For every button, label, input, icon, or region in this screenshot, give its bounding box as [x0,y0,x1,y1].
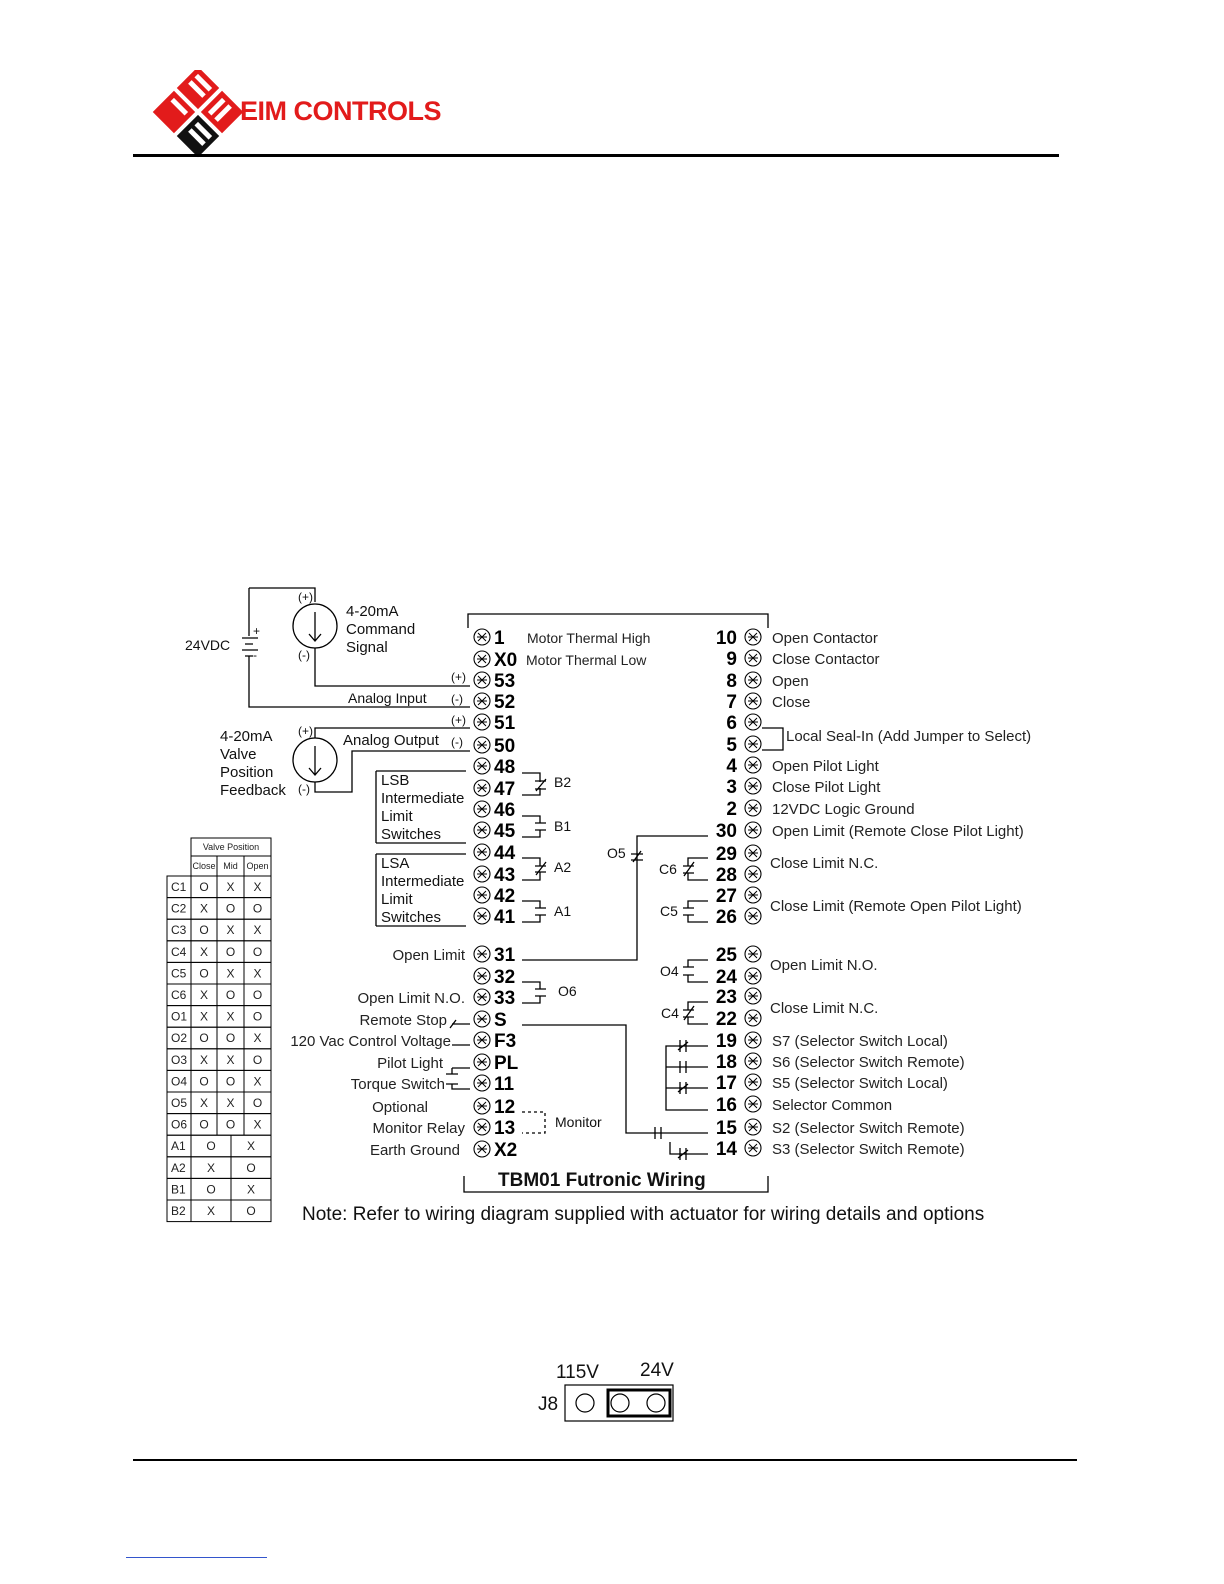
valve-table-col-close: Close [192,861,216,871]
terminal-screw-icon [745,757,761,773]
command-signal-line-2: Command [346,621,416,638]
terminal-screw-icon [745,1140,761,1156]
terminal-number-9: 9 [726,649,737,670]
terminal-desc: Close Limit N.C. [770,855,879,872]
pin-1 [576,1394,594,1412]
table-cell: X [226,966,235,981]
terminal-screw-icon [745,946,761,962]
terminal-number-X2: X2 [494,1140,518,1161]
terminal-desc: Close Pilot Light [772,779,881,796]
terminal-number-46: 46 [494,800,516,821]
terminal-screw-icon [474,1098,490,1114]
contact-c4: C4 [661,1005,679,1021]
term51-plus: (+) [451,713,466,727]
table-cell: X [206,1160,216,1175]
table-cell: X [253,880,262,894]
table-cell: X [226,1009,235,1024]
table-cell: O [252,1009,263,1024]
term52-minus: (-) [451,692,463,706]
terminal-number-23: 23 [715,987,737,1008]
terminal-screw-icon [474,946,490,962]
terminal-number-S: S [494,1010,507,1031]
lsa-line-2: Intermediate [381,873,465,890]
terminal-number-27: 27 [715,886,737,907]
terminal-screw-icon [474,1119,490,1135]
terminal-screw-icon [474,651,490,667]
terminal-screw-icon [474,1011,490,1027]
table-row-id: C6 [171,988,187,1002]
table-cell: O [225,988,236,1002]
table-row-id: O2 [171,1031,188,1046]
terminal-number-31: 31 [494,945,516,966]
terminal-screw-icon [745,845,761,861]
terminal-screw-icon [474,1141,490,1157]
terminal-number-48: 48 [494,757,516,778]
valve-table-col-mid: Mid [223,861,238,871]
terminal-number-F3: F3 [494,1031,517,1052]
table-cell: O [225,944,236,959]
terminal-desc: Earth Ground [369,1142,460,1159]
supply-minus: - [253,648,257,662]
terminal-screw-icon [745,693,761,709]
terminal-number-32: 32 [494,967,516,988]
term53-plus: (+) [451,670,466,684]
table-row-id: C1 [171,880,187,894]
terminal-desc: Torque Switch [350,1076,445,1093]
table-cell: O [199,1074,209,1089]
terminal-number-18: 18 [715,1052,737,1073]
table-row-id: O6 [171,1117,188,1132]
table-cell: O [199,923,209,938]
terminal-desc: Selector Common [772,1097,893,1114]
terminal-desc: Open Limit N.O. [357,990,465,1007]
terminal-desc: Close Contactor [772,651,880,668]
contact-o6: O6 [558,983,577,999]
terminal-desc: Motor Thermal Low [526,652,647,668]
terminal-screw-icon [474,866,490,882]
table-row-id: B2 [171,1204,186,1218]
table-cell: X [199,1052,209,1067]
terminal-number-X0: X0 [494,650,518,671]
diagram-title: TBM01 Futronic Wiring [498,1170,706,1191]
terminal-desc: Close Limit (Remote Open Pilot Light) [770,898,1022,915]
terminal-screw-icon [474,672,490,688]
terminal-desc: Close Limit N.C. [770,1000,879,1017]
table-cell: O [225,1031,236,1046]
table-row-id: O1 [171,1009,188,1024]
terminal-desc: Optional [372,1099,428,1116]
table-row-id: O4 [171,1074,188,1089]
lsb-line-1: LSB [381,772,410,789]
terminal-screw-icon [745,1010,761,1026]
terminal-number-15: 15 [715,1118,737,1139]
feedback-line-1: 4-20mA [220,728,273,745]
terminal-screw-icon [745,866,761,882]
analog-output-label: Analog Output [343,732,439,749]
table-row-id: B1 [171,1182,186,1197]
terminal-screw-icon [474,1054,490,1070]
terminal-number-19: 19 [715,1031,737,1052]
table-row-id: C5 [171,966,187,981]
table-cell: O [199,880,209,894]
lsb-line-3: Limit [381,808,413,825]
terminal-desc: Motor Thermal High [527,630,651,646]
terminal-number-16: 16 [715,1095,737,1116]
terminal-number-43: 43 [494,865,516,886]
terminal-desc: Open Contactor [772,630,878,647]
monitor-label: Monitor [555,1114,602,1130]
table-cell: X [199,901,209,916]
terminal-desc: S7 (Selector Switch Local) [772,1033,948,1050]
terminal-desc: Open Limit (Remote Close Pilot Light) [772,823,1024,840]
pin-2 [611,1394,629,1412]
table-cell: O [199,1117,209,1132]
terminal-number-12: 12 [494,1097,516,1118]
jumper-j8 [530,1360,690,1430]
terminal-number-PL: PL [494,1053,519,1074]
terminal-screw-icon [474,693,490,709]
terminal-number-25: 25 [715,945,737,966]
terminal-desc: 120 Vac Control Voltage [290,1033,451,1050]
terminal-number-26: 26 [715,907,737,928]
terminal-screw-icon [474,801,490,817]
terminal-number-52: 52 [494,692,516,713]
table-cell: O [246,1160,256,1175]
jumper-opt-115v: 115V [556,1362,599,1383]
table-cell: X [253,966,262,981]
table-row-id: C2 [171,901,187,916]
feedback-line-3: Position [220,764,274,781]
table-row-id: O5 [171,1096,188,1110]
terminal-number-42: 42 [494,886,516,907]
terminal-number-4: 4 [726,756,737,777]
terminal-desc: Open Pilot Light [772,758,879,775]
table-cell: X [226,923,235,938]
terminal-screw-icon [745,822,761,838]
table-row-id: A1 [171,1139,186,1154]
command-signal-line-3: Signal [346,639,388,656]
terminal-screw-icon [745,1032,761,1048]
terminal-desc: Pilot Light [377,1055,443,1072]
terminal-screw-icon [745,1119,761,1135]
terminal-number-22: 22 [715,1009,737,1030]
terminal-desc: Local Seal-In (Add Jumper to Select) [786,728,1032,745]
terminal-number-6: 6 [726,713,737,734]
terminal-screw-icon [474,1075,490,1091]
terminal-number-45: 45 [494,821,516,842]
footer-rule [133,1459,1077,1461]
cmd-minus: (-) [298,648,310,662]
terminal-screw-icon [474,758,490,774]
table-cell: O [225,1117,236,1132]
feedback-line-2: Valve [220,746,257,763]
terminal-number-29: 29 [715,844,737,865]
contact-o4: O4 [660,963,679,979]
table-cell: X [253,1074,262,1089]
table-cell: O [252,944,263,959]
valve-table-col-open: Open [246,861,269,871]
table-cell: X [199,988,209,1002]
contact-c6: C6 [659,861,677,877]
table-row-id: C3 [171,923,187,938]
terminal-screw-icon [745,736,761,752]
table-cell: O [246,1204,256,1218]
table-cell: X [226,880,235,894]
terminal-screw-icon [745,650,761,666]
table-cell: O [252,1052,263,1067]
terminal-number-10: 10 [715,628,737,649]
table-cell: O [225,1074,236,1089]
table-cell: X [246,1182,256,1197]
contact-b2: B2 [554,774,572,790]
terminal-screw-icon [745,968,761,984]
table-cell: O [252,901,263,916]
pin-3 [647,1394,665,1412]
terminal-screw-icon [745,778,761,794]
terminal-number-8: 8 [726,671,737,692]
terminal-screw-icon [474,1032,490,1048]
table-cell: X [246,1139,256,1154]
terminal-number-13: 13 [494,1118,516,1139]
terminal-number-28: 28 [715,865,737,886]
table-row-id: O3 [171,1052,188,1067]
terminal-screw-icon [745,908,761,924]
terminal-desc: 12VDC Logic Ground [772,801,915,818]
terminal-desc: Close [772,694,811,711]
terminal-screw-icon [474,989,490,1005]
fb-plus: (+) [298,724,313,738]
terminal-screw-icon [745,629,761,645]
terminal-number-2: 2 [726,799,737,820]
feedback-line-4: Feedback [220,782,286,799]
terminal-number-5: 5 [726,735,737,756]
terminal-number-44: 44 [494,843,516,864]
table-row-id: C4 [171,944,187,959]
terminal-desc: Open [772,673,809,690]
table-cell: O [225,901,236,916]
table-cell: O [199,1031,209,1046]
contact-b1: B1 [554,818,572,834]
terminal-number-50: 50 [494,736,516,757]
analog-input-label: Analog Input [348,690,427,706]
table-cell: X [226,1096,235,1110]
terminal-number-30: 30 [715,821,737,842]
terminal-screw-icon [474,844,490,860]
table-cell: O [206,1139,216,1154]
terminal-screw-icon [745,800,761,816]
terminal-number-51: 51 [494,713,516,734]
terminal-screw-icon [745,1053,761,1069]
terminal-number-33: 33 [494,988,516,1009]
table-cell: X [199,1096,209,1110]
jumper-label: J8 [538,1394,559,1415]
diagram-note: Note: Refer to wiring diagram supplied with actuator for wiring details and options [302,1204,985,1225]
table-cell: X [199,1009,209,1024]
cmd-plus: (+) [298,590,313,604]
terminal-number-3: 3 [726,777,737,798]
table-cell: O [199,966,209,981]
lsa-line-1: LSA [381,855,410,872]
terminal-number-11: 11 [494,1074,515,1095]
lsb-line-2: Intermediate [381,790,465,807]
terminal-number-17: 17 [715,1073,737,1094]
footer-link-underline [126,1557,267,1558]
lsa-line-4: Switches [381,909,442,926]
terminal-screw-icon [474,629,490,645]
contact-a1: A1 [554,903,572,919]
terminal-screw-icon [474,908,490,924]
terminal-desc: S3 (Selector Switch Remote) [772,1141,965,1158]
terminal-number-53: 53 [494,671,516,692]
table-cell: O [206,1182,216,1197]
term50-minus: (-) [451,735,463,749]
terminal-screw-icon [745,887,761,903]
terminal-screw-icon [474,887,490,903]
supply-plus: + [253,624,261,638]
terminal-number-14: 14 [715,1139,737,1160]
terminal-number-1: 1 [494,628,505,649]
supply-label: 24VDC [185,637,231,653]
table-cell: X [253,1117,262,1132]
terminal-screw-icon [745,988,761,1004]
table-cell: X [253,1031,262,1046]
terminal-desc: S5 (Selector Switch Local) [772,1075,948,1092]
terminal-desc: Open Limit N.O. [770,957,878,974]
jumper-block [564,1384,679,1426]
terminal-desc: Open Limit [392,947,465,964]
terminal-number-41: 41 [494,907,516,928]
terminal-desc: S2 (Selector Switch Remote) [772,1120,965,1137]
terminal-desc: Monitor Relay [372,1120,465,1137]
contact-o5: O5 [607,845,626,861]
terminal-desc: S6 (Selector Switch Remote) [772,1054,965,1071]
contact-a2: A2 [554,859,572,875]
table-cell: X [226,1052,235,1067]
terminal-screw-icon [474,714,490,730]
command-signal-line-1: 4-20mA [346,603,399,620]
terminal-screw-icon [474,822,490,838]
contact-c5: C5 [660,903,678,919]
terminal-number-24: 24 [715,967,737,988]
terminal-screw-icon [474,780,490,796]
terminal-screw-icon [745,1074,761,1090]
terminal-number-7: 7 [726,692,737,713]
table-row-id: A2 [171,1160,186,1175]
fb-minus: (-) [298,782,310,796]
terminal-screw-icon [745,672,761,688]
jumper-opt-24v: 24V [640,1360,674,1381]
table-cell: X [253,923,262,938]
terminal-screw-icon [745,714,761,730]
table-cell: X [199,944,209,959]
terminal-screw-icon [474,737,490,753]
table-cell: X [206,1204,216,1218]
terminal-desc: Remote Stop [359,1012,447,1029]
terminal-screw-icon [745,1096,761,1112]
company-name: EIM CONTROLS [240,96,441,126]
terminal-number-47: 47 [494,779,516,800]
terminal-screw-icon [474,968,490,984]
lsa-line-3: Limit [381,891,413,908]
valve-table-title: Valve Position [202,842,260,852]
table-cell: O [252,1096,263,1110]
lsb-line-4: Switches [381,826,442,843]
table-cell: O [252,988,263,1002]
